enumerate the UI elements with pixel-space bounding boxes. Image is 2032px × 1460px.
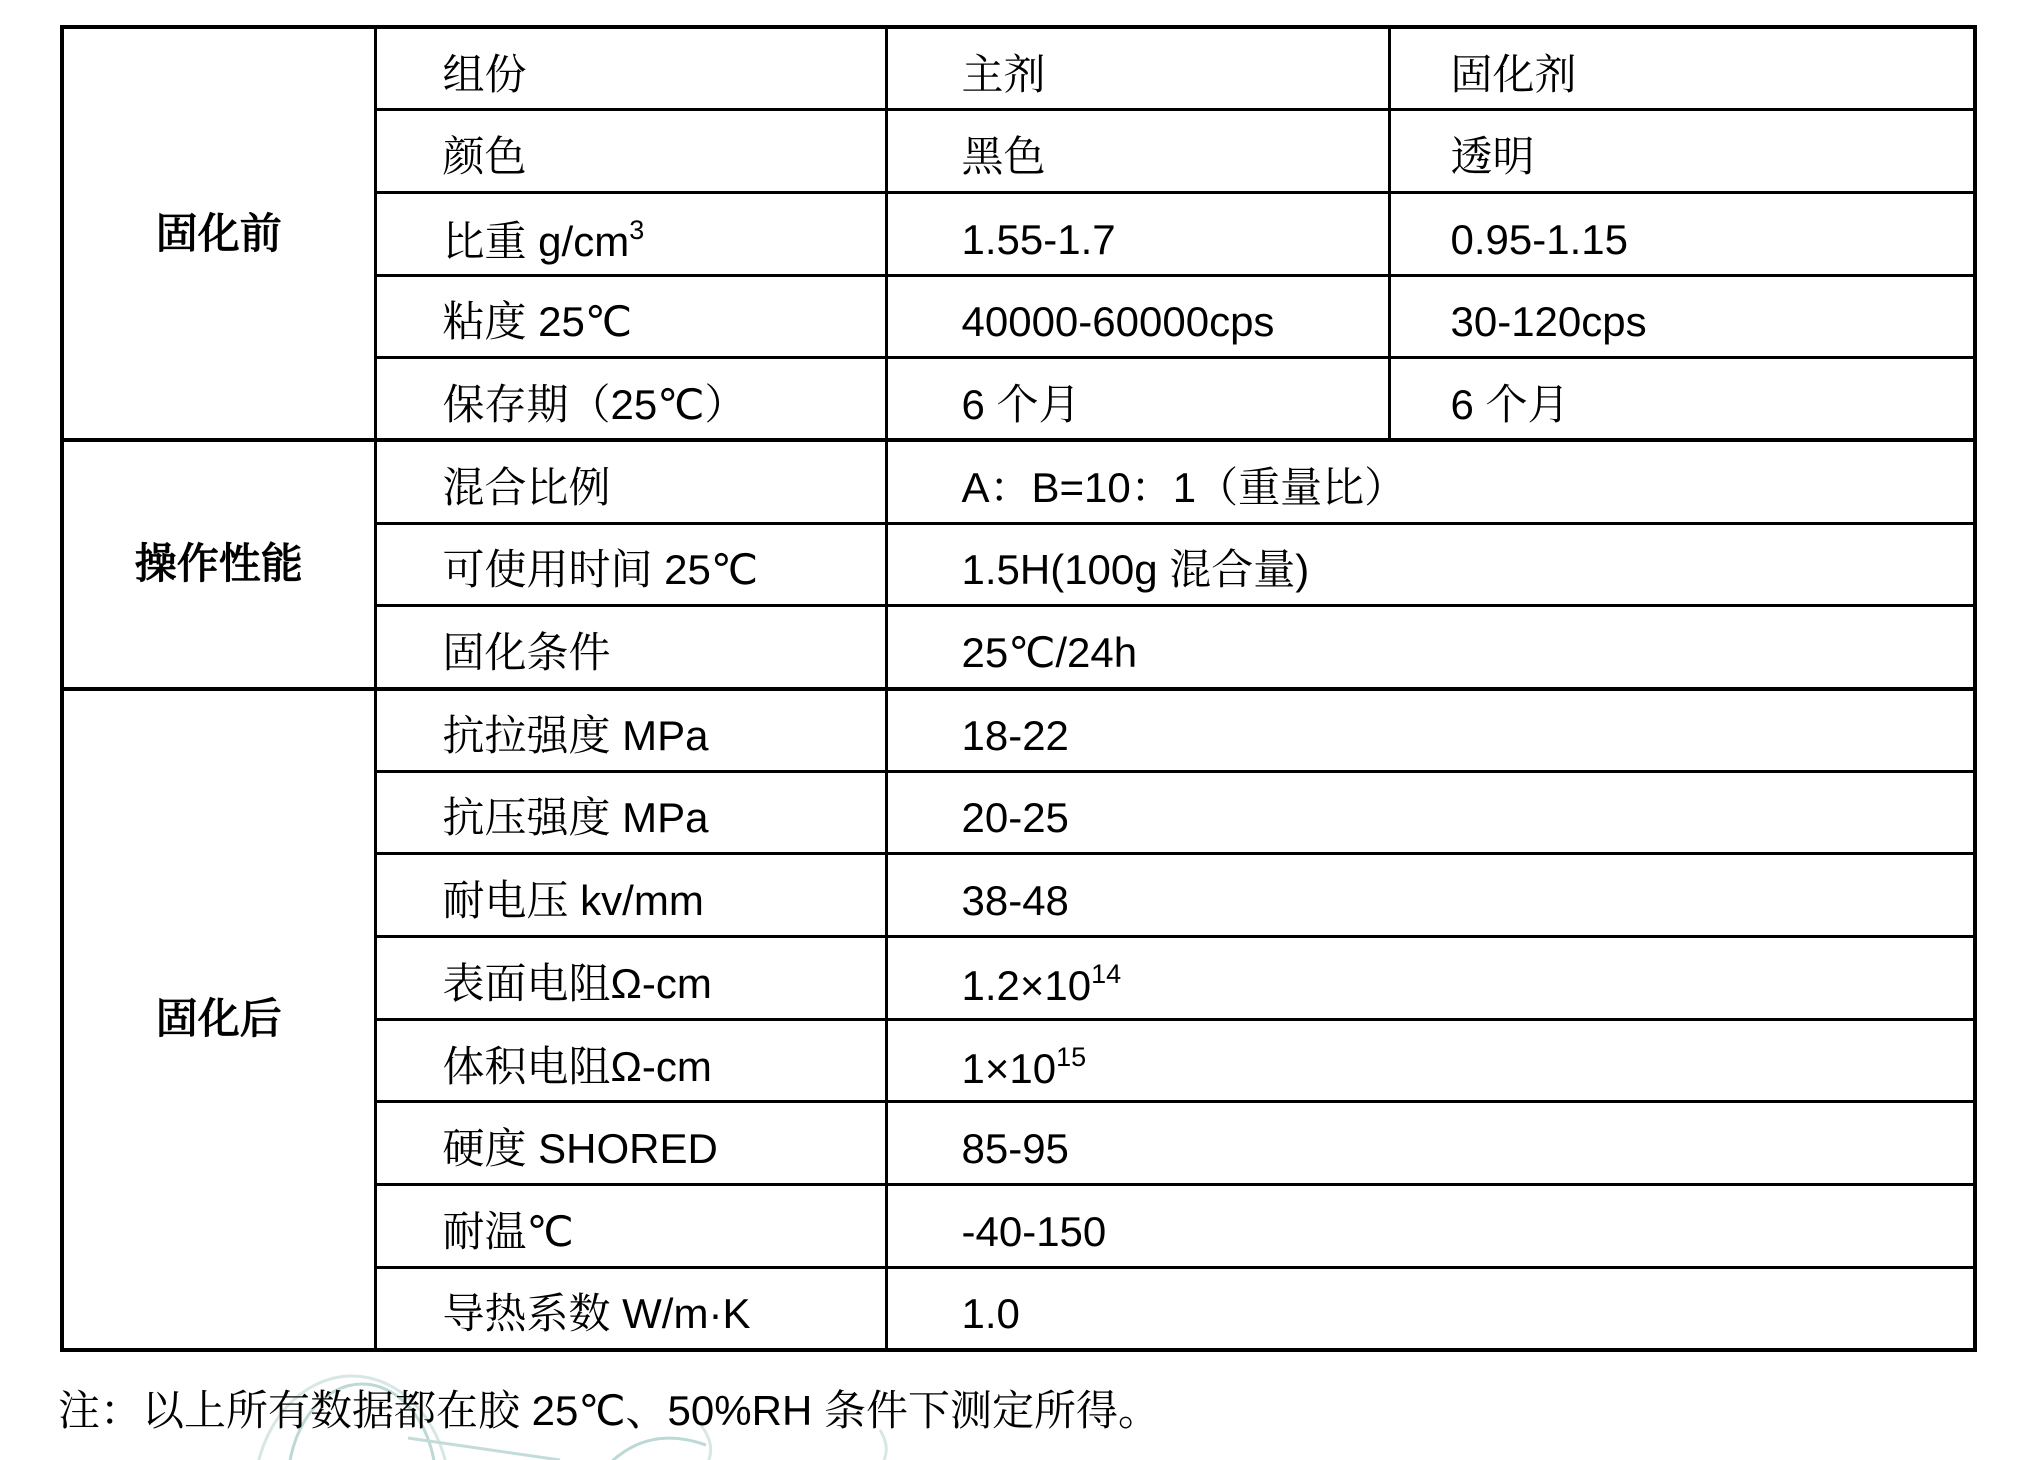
label-cell: 颜色 <box>375 110 886 193</box>
value-cell-wide: 85-95 <box>886 1102 1975 1185</box>
label-cell: 组份 <box>375 27 886 110</box>
value-text: 1×10 <box>961 1044 1057 1092</box>
label-cell: 耐电压 kv/mm <box>375 854 886 937</box>
table-row <box>62 440 1975 523</box>
value-cell-wide: A：B=10：1（重量比） <box>886 440 1975 523</box>
label-cell: 硬度 SHORED <box>375 1102 886 1185</box>
value-text: 1.2×10 <box>961 961 1092 1009</box>
group-cell: 固化后 <box>62 689 375 1351</box>
label-cell: 抗拉强度 MPa <box>375 689 886 772</box>
value-cell-wide: -40-150 <box>886 1185 1975 1268</box>
group-cell: 操作性能 <box>62 440 375 688</box>
value-superscript: 14 <box>1091 958 1122 989</box>
label-cell: 抗压强度 MPa <box>375 771 886 854</box>
value-cell-wide: 1.5H(100g 混合量) <box>886 523 1975 606</box>
value-cell-hardener: 透明 <box>1389 110 1975 193</box>
value-cell-main: 1.55-1.7 <box>886 192 1389 275</box>
label-cell: 粘度 25℃ <box>375 275 886 358</box>
value-cell-wide <box>886 937 1975 1020</box>
note-text: 注：以上所有数据都在胶 25℃、50%RH 条件下测定所得。 <box>58 1387 1160 1434</box>
label-cell: 可使用时间 25℃ <box>375 523 886 606</box>
value-cell-main: 黑色 <box>886 110 1389 193</box>
group-cell: 固化前 <box>62 27 375 440</box>
label-cell: 固化条件 <box>375 606 886 689</box>
label-superscript: 3 <box>629 214 645 245</box>
value-cell-hardener: 固化剂 <box>1389 27 1975 110</box>
label-cell: 表面电阻Ω-cm <box>375 937 886 1020</box>
label-cell: 混合比例 <box>375 440 886 523</box>
value-cell-main: 6 个月 <box>886 358 1389 441</box>
label-cell: 保存期（25℃） <box>375 358 886 441</box>
label-cell: 耐温℃ <box>375 1185 886 1268</box>
value-cell-wide <box>886 1019 1975 1102</box>
value-cell-wide: 25℃/24h <box>886 606 1975 689</box>
value-cell-main: 40000-60000cps <box>886 275 1389 358</box>
value-cell-wide: 1.0 <box>886 1267 1975 1350</box>
value-cell-hardener: 30-120cps <box>1389 275 1975 358</box>
value-superscript: 15 <box>1056 1041 1087 1072</box>
value-cell-hardener: 6 个月 <box>1389 358 1975 441</box>
value-cell-hardener: 0.95-1.15 <box>1389 192 1975 275</box>
value-cell-main: 主剂 <box>886 27 1389 110</box>
label-text: 比重 g/cm <box>442 217 630 265</box>
value-cell-wide: 20-25 <box>886 771 1975 854</box>
label-cell: 导热系数 W/m·K <box>375 1267 886 1350</box>
label-cell <box>375 192 886 275</box>
value-cell-wide: 18-22 <box>886 689 1975 772</box>
spec-table <box>60 25 1977 1352</box>
label-cell: 体积电阻Ω-cm <box>375 1019 886 1102</box>
value-cell-wide: 38-48 <box>886 854 1975 937</box>
table-row <box>62 689 1975 772</box>
table-row <box>62 27 1975 110</box>
